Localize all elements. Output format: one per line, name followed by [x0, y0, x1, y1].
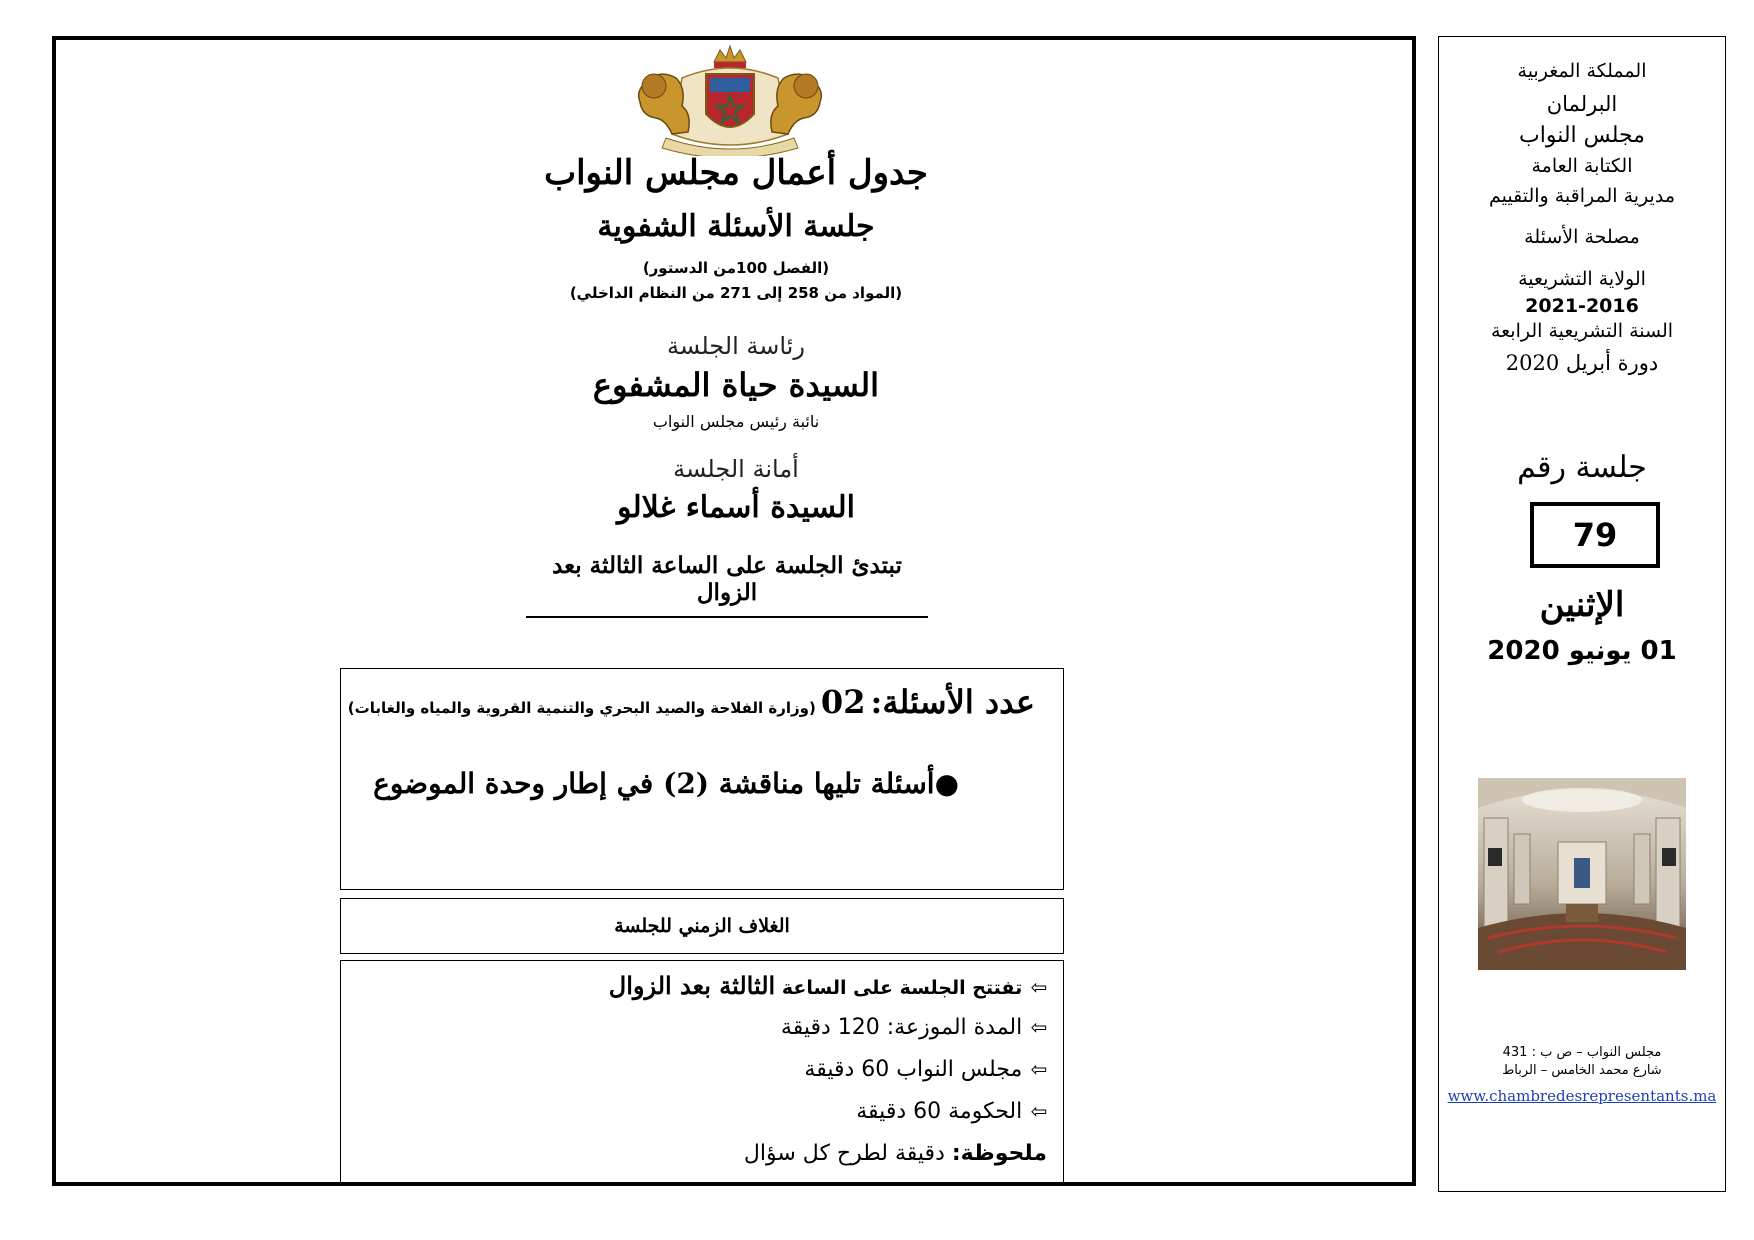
sidebar-session: دورة أبريل 2020	[1505, 351, 1659, 375]
questions-count-line	[348, 683, 1035, 721]
questions-count-label: عدد الأسئلة:	[870, 683, 1035, 721]
questions-ministry: (وزارة الفلاحة والصيد البحري والتنمية القروية والمياه والغابات)	[347, 699, 816, 717]
presidency-label: رئاسة الجلسة	[667, 332, 805, 360]
timing-item-house	[804, 1057, 1047, 1082]
timing-item-government-text: الحكومة 60 دقيقة	[856, 1099, 1023, 1124]
coat-of-arms-emblem	[622, 44, 838, 156]
sidebar-house: مجلس النواب	[1519, 123, 1645, 148]
bullet-icon: ●	[934, 767, 959, 800]
address-line-2: شارع محمد الخامس – الرباط	[1502, 1063, 1662, 1078]
session-date: 01 يونيو 2020	[1487, 636, 1677, 666]
page-title: جدول أعمال مجلس النواب	[544, 153, 928, 193]
presidency-name: السيدة حياة المشفوع	[592, 366, 880, 404]
sidebar-parliament: البرلمان	[1546, 92, 1618, 116]
questions-bullet-text: أسئلة تليها مناقشة (2) في إطار وحدة الموضوع	[373, 767, 935, 800]
sidebar-secretariat: الكتابة العامة	[1531, 155, 1633, 177]
address-line-1: مجلس النواب – ص ب : 431	[1502, 1045, 1662, 1060]
timing-item-opening-prefix: تفتتح الجلسة على الساعة	[781, 977, 1023, 999]
timing-item-duration	[781, 1015, 1047, 1040]
questions-bullet-item	[373, 767, 959, 800]
session-number-box: 79	[1530, 502, 1660, 568]
timing-item-house-text: مجلس النواب 60 دقيقة	[804, 1057, 1023, 1082]
timing-header: الغلاف الزمني للجلسة	[340, 898, 1064, 954]
timing-note-text: دقيقة لطرح كل سؤال	[743, 1141, 945, 1166]
sidebar-term-years: 2021-2016	[1525, 295, 1639, 317]
arrow-icon: ⇨	[1030, 1099, 1047, 1123]
timing-item-opening-time: الثالثة بعد الزوال	[608, 971, 776, 1000]
timing-note-label: ملحوظة:	[951, 1141, 1047, 1166]
page-subtitle: جلسة الأسئلة الشفوية	[597, 209, 875, 244]
timing-note	[744, 1141, 1047, 1166]
arrow-icon: ⇨	[1030, 1015, 1047, 1039]
timing-item-government	[856, 1099, 1047, 1124]
questions-count: 02	[820, 683, 866, 721]
timing-item-opening	[609, 971, 1047, 1000]
questions-box	[340, 668, 1064, 890]
rules-reference: (المواد من 258 إلى 271 من النظام الداخلي)	[569, 284, 903, 302]
arrow-icon: ⇨	[1030, 1057, 1047, 1081]
secretariat-label: أمانة الجلسة	[673, 455, 799, 483]
timing-list	[340, 960, 1064, 1184]
parliament-hall-photo	[1478, 778, 1686, 970]
constitution-reference: (الفصل 100من الدستور)	[642, 259, 830, 277]
sidebar-term: الولاية التشريعية	[1518, 268, 1646, 290]
presidency-role: نائبة رئيس مجلس النواب	[652, 412, 820, 431]
sidebar-legislative-year: السنة التشريعية الرابعة	[1490, 320, 1674, 342]
timing-item-duration-text: المدة الموزعة: 120 دقيقة	[780, 1015, 1023, 1040]
website-link[interactable]: www.chambredesrepresentants.ma	[1447, 1087, 1717, 1105]
sidebar-kingdom: المملكة المغربية	[1517, 60, 1647, 82]
arrow-icon: ⇨	[1030, 975, 1047, 999]
session-start-notice: تبتدئ الجلسة على الساعة الثالثة بعد الزوال	[526, 552, 928, 618]
session-number-label: جلسة رقم	[1517, 450, 1647, 485]
session-day: الإثنين	[1539, 585, 1625, 625]
sidebar-service: مصلحة الأسئلة	[1524, 226, 1640, 248]
secretariat-name: السيدة أسماء غلالو	[617, 490, 855, 525]
sidebar-directorate: مديرية المراقبة والتقييم	[1489, 185, 1675, 207]
